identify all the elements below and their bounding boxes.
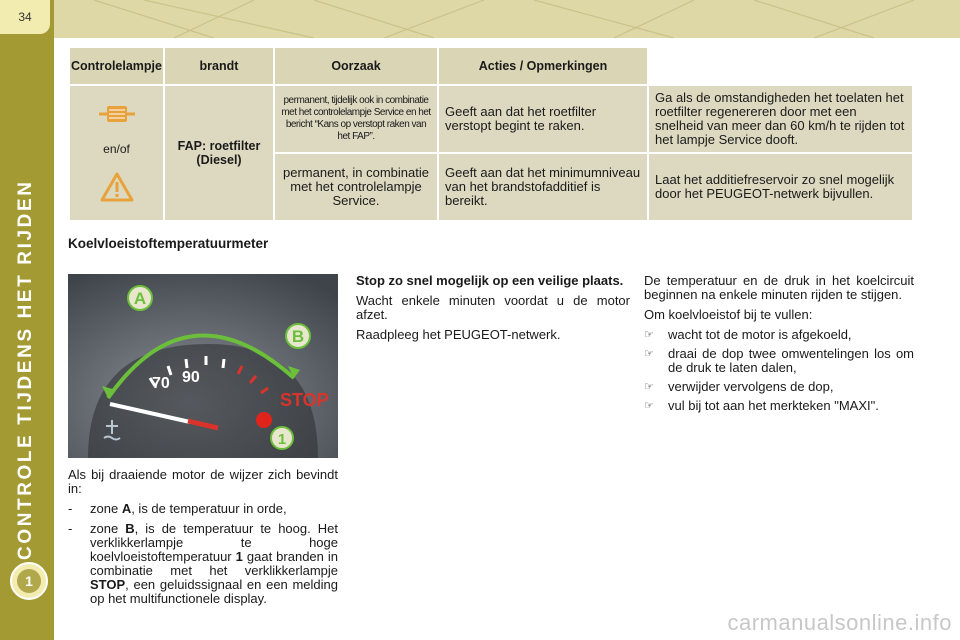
stop-heading: Stop zo snel mogelijk op een veilige plaats.: [356, 273, 624, 288]
row2-oorzaak: Geeft aan dat het minimumniveau van het brandstofadditief is bereikt.: [439, 154, 647, 220]
svg-text:70: 70: [152, 375, 170, 392]
stop-paragraph-1: Wacht enkele minuten voordat u de motor afzet.: [356, 293, 630, 322]
list-item: ☞ draai de dop twee omwentelingen los om de druk te laten dalen,: [644, 346, 914, 375]
section-title: Koelvloeistoftemperatuurmeter: [68, 236, 269, 251]
stop-paragraph-2: Raadpleeg het PEUGEOT-netwerk.: [356, 327, 561, 342]
svg-text:1: 1: [277, 431, 287, 448]
refill-paragraph-1: De temperatuur en de druk in het koelcircuit beginnen na enkele minuten rijden te stijgen.: [644, 273, 914, 302]
chapter-badge: 1: [10, 562, 48, 600]
chapter-title: CONTROLE TIJDENS HET RIJDEN: [15, 179, 36, 560]
row1-acties: Ga als de omstandigheden het toelaten het roetfilter regenereren door met een snelheid van meer dan 60 km/h te rijden tot het lampje Service dooft.: [649, 86, 912, 152]
hand-pointer-icon: ☞: [644, 348, 654, 360]
warning-triangle-icon: [100, 172, 134, 202]
hand-pointer-icon: ☞: [644, 329, 654, 341]
hand-pointer-icon: ☞: [644, 381, 654, 393]
svg-text:STOP: STOP: [280, 390, 329, 410]
svg-text:B: B: [291, 327, 305, 346]
gauge-explanation: [68, 468, 338, 612]
warning-lamp-table: [68, 46, 914, 222]
sidebar: [0, 0, 54, 640]
header-banner: [54, 0, 960, 38]
coolant-gauge-image: [68, 274, 338, 458]
col-header-brandt: brandt: [165, 48, 273, 84]
list-item: ☞ wacht tot de motor is afgekoeld,: [644, 327, 852, 342]
col-header-acties: Acties / Opmerkingen: [439, 48, 647, 84]
stop-instructions: [356, 274, 630, 348]
refill-paragraph-2: Om koelvloeistof bij te vullen:: [644, 307, 813, 322]
col-header-oorzaak: Oorzaak: [275, 48, 437, 84]
hand-pointer-icon: ☞: [644, 400, 654, 412]
lamp-cell: [70, 86, 163, 220]
watermark: carmanualsonline.info: [727, 610, 952, 635]
or-label: en/of: [103, 142, 130, 156]
fap-label: FAP: roetfilter (Diesel): [165, 86, 273, 220]
row1-brandt: permanent, tijdelijk ook in combinatie met het controlelampje Service en het bericht “Kans op verstopt raken van het FAP”.: [275, 86, 437, 152]
col-header-lamp: Controlelampje: [70, 48, 163, 84]
fap-filter-icon: [97, 101, 137, 127]
header-pattern-icon: [54, 0, 960, 38]
list-item: ☞ vul bij tot aan het merkteken "MAXI".: [644, 398, 879, 413]
zone-b-item: - zone B, is de temperatuur te hoog. Het verklikkerlampje te hoge koelvloeistoftemperatuur 1 gaat branden in combinatie met het verklikkerlampje STOP, een geluidssignaal en een melding op het multifunctionele display.: [68, 521, 338, 606]
overheat-warning-light-icon: [256, 412, 272, 428]
svg-text:90: 90: [182, 369, 200, 386]
refill-instructions: [644, 274, 914, 418]
svg-text:A: A: [133, 289, 147, 308]
page-number: 34: [0, 0, 50, 34]
row1-oorzaak: Geeft aan dat het roetfilter verstopt begint te raken.: [439, 86, 647, 152]
zone-a-item: - zone A, is de temperatuur in orde,: [68, 501, 287, 516]
gauge-intro: Als bij draaiende motor de wijzer zich bevindt in:: [68, 467, 338, 496]
row2-acties: Laat het additiefreservoir zo snel mogelijk door het PEUGEOT-netwerk bijvullen.: [649, 154, 912, 220]
row2-brandt: permanent, in combinatie met het controlelampje Service.: [275, 154, 437, 220]
list-item: ☞ verwijder vervolgens de dop,: [644, 379, 834, 394]
